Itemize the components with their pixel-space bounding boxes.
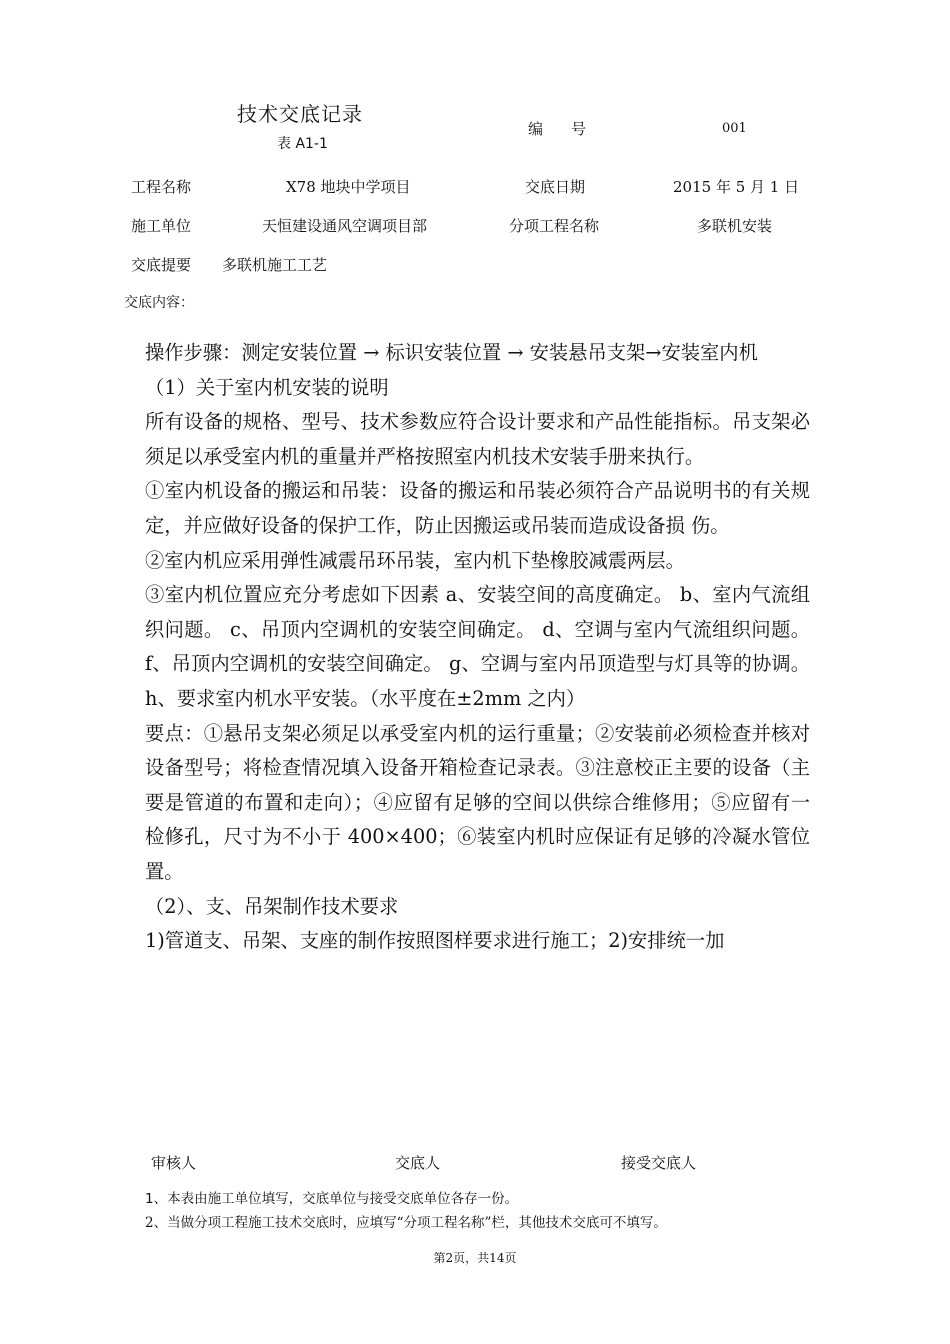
content-paragraph: ①室内机设备的搬运和吊装：设备的搬运和吊装必须符合产品说明书的有关规定，并应做好设备的保护工作，防止因搬运或吊装而造成设备损 伤。 bbox=[145, 479, 810, 537]
contractor-value: 天恒建设通风空调项目部 bbox=[262, 217, 428, 235]
footnote: 2、当做分项工程施工技术交底时，应填写“分项工程名称”栏，其他技术交底可不填写。 bbox=[145, 1215, 667, 1231]
number-label bbox=[528, 118, 586, 139]
page-number: 第2页，共14页 bbox=[433, 1251, 517, 1265]
content-label: 交底内容： bbox=[124, 295, 194, 311]
content-paragraph: 1)管道支、吊架、支座的制作按照图样要求进行施工；2)安排统一加 bbox=[145, 929, 725, 953]
date-value: 2015 年 5 月 1 日 bbox=[673, 178, 800, 196]
summary-value: 多联机施工工艺 bbox=[222, 256, 328, 274]
subproject-value: 多联机安装 bbox=[697, 217, 773, 235]
footnote: 1、本表由施工单位填写，交底单位与接受交底单位各存一份。 bbox=[145, 1191, 519, 1207]
number-label-char-1: 编 bbox=[528, 120, 544, 138]
content-paragraph: 操作步骤：测定安装位置 → 标识安装位置 → 安装悬吊支架→安装室内机 bbox=[145, 341, 758, 364]
content-paragraph: ②室内机应采用弹性减震吊环吊装，室内机下垫橡胶减震两层。 bbox=[145, 548, 685, 572]
contractor-label: 施工单位 bbox=[131, 217, 192, 235]
presenter-label: 交底人 bbox=[395, 1154, 441, 1172]
document-title: 技术交底记录 bbox=[237, 102, 363, 126]
number-label-char-2: 号 bbox=[571, 120, 587, 138]
reviewer-label: 审核人 bbox=[151, 1154, 197, 1172]
date-label: 交底日期 bbox=[525, 178, 586, 196]
receiver-label: 接受交底人 bbox=[621, 1154, 697, 1172]
content-paragraph: 要点：①悬吊支架必须足以承受室内机的运行重量；②安装前必须检查并核对设备型号；将检查情况填入设备开箱检查记录表。③注意校正主要的设备（主要是管道的布置和走向）；④应留有足够的空间以供综合维修用；⑤应留有一检修孔，尺寸为不小于 400×400；⑥装室内机时应保证有足够的冷凝水管位置。 bbox=[145, 721, 810, 883]
content-body bbox=[145, 336, 810, 959]
project-name-label: 工程名称 bbox=[131, 178, 192, 196]
content-paragraph: 所有设备的规格、型号、技术参数应符合设计要求和产品性能指标。吊支架必须足以承受室内机的重量并严格按照室内机技术安装手册来执行。 bbox=[145, 410, 810, 468]
content-paragraph: （2）、支、吊架制作技术要求 bbox=[145, 894, 399, 918]
content-paragraph: （1）关于室内机安装的说明 bbox=[145, 375, 389, 399]
form-number: 表 A1-1 bbox=[277, 136, 328, 152]
subproject-label: 分项工程名称 bbox=[509, 217, 600, 235]
project-name-value: X78 地块中学项目 bbox=[286, 178, 411, 196]
summary-label: 交底提要 bbox=[131, 256, 192, 274]
content-paragraph: ③室内机位置应充分考虑如下因素 a、安装空间的高度确定。 b、室内气流组织问题。 c、吊顶内空调机的安装空间确定。 d、空调与室内气流组织问题。 f、吊顶内空调机的安装空间确定。 g、空调与室内吊顶造型与灯具等的协调。 h、要求室内机水平安装。（水平度在±2mm 之内） bbox=[145, 583, 810, 710]
number-value: 001 bbox=[722, 121, 747, 136]
